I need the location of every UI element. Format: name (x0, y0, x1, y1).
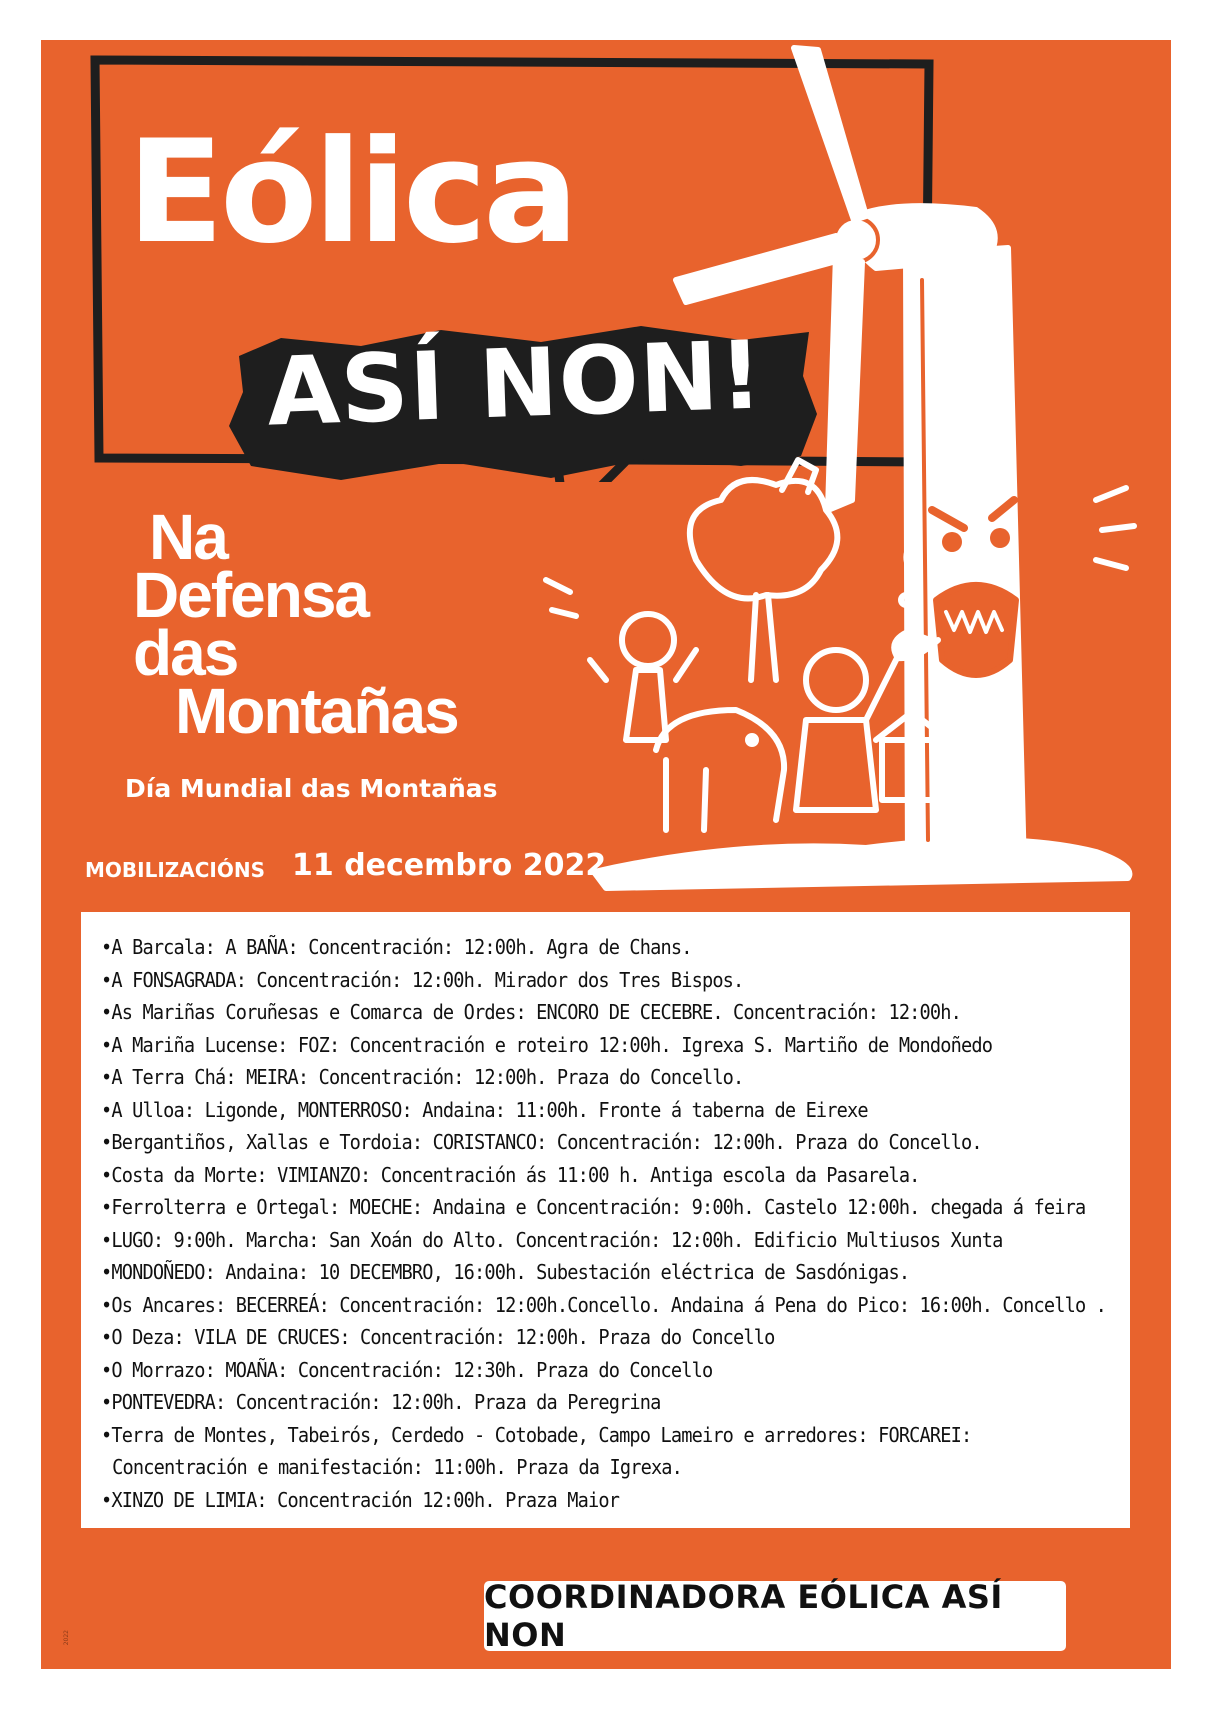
slogan-text: ASÍ NON! (265, 321, 766, 448)
organizer-footer: COORDINADORA EÓLICA ASÍ NON (484, 1581, 1066, 1651)
subtitle-block (133, 501, 458, 747)
list-item: •A Barcala: A BAÑA: Concentración: 12:00h. Agra de Chans. (101, 935, 692, 959)
subtitle-line: Na (149, 501, 227, 573)
event-date: 11 decembro 2022 (292, 848, 607, 883)
list-item-continuation: Concentración e manifestación: 11:00h. Praza da Igrexa. (112, 1455, 683, 1479)
mobilizations-label: MOBILIZACIÓNS (85, 858, 266, 882)
list-item: •Terra de Montes, Tabeirós, Cerdedo - Cotobade, Campo Lameiro e arredores: FORCAREI: Concentración e manifestación: 11:00h. Praza da Igrexa. (101, 1419, 1058, 1484)
side-note: 2022 (63, 1630, 70, 1646)
list-item: •PONTEVEDRA: Concentración: 12:00h. Praza da Peregrina (101, 1390, 661, 1414)
list-item: •XINZO DE LIMIA: Concentración 12:00h. Praza Maior (101, 1487, 620, 1512)
subtitle-line: das (133, 617, 238, 689)
events-list (81, 912, 1130, 1528)
list-item: •A FONSAGRADA: Concentración: 12:00h. Mirador dos Tres Bispos. (101, 967, 744, 992)
list-item: •A Ulloa: Ligonde, MONTERROSO: Andaina: 11:00h. Fronte á taberna de Eirexe (101, 1097, 868, 1122)
list-item: •O Deza: VILA DE CRUCES: Concentración: 12:00h. Praza do Concello (101, 1325, 775, 1349)
list-item: •Os Ancares: BECERREÁ: Concentración: 12:00h.Concello. Andaina á Pena do Pico: 16:00h. Concello . (101, 1292, 1107, 1317)
list-item: •As Mariñas Coruñesas e Comarca de Ordes: ENCORO DE CECEBRE. Concentración: 12:00h. (101, 1000, 962, 1024)
day-label: Día Mundial das Montañas (125, 774, 498, 803)
list-item: •Ferrolterra e Ortegal: MOECHE: Andaina e Concentración: 9:00h. Castelo 12:00h. chegada á feira (101, 1195, 1086, 1219)
wind-turbine-monster-illustration (536, 40, 1171, 900)
subtitle-line: Defensa (133, 559, 368, 631)
list-item: •Costa da Morte: VIMIANZO: Concentración ás 11:00 h. Antiga escola da Pasarela. (101, 1162, 920, 1187)
list-item: •A Mariña Lucense: FOZ: Concentración e roteiro 12:00h. Igrexa S. Martiño de Mondoñedo (101, 1032, 993, 1057)
poster (41, 40, 1171, 1669)
subtitle-line: Montañas (175, 675, 458, 747)
poster-title: Eólica (127, 110, 575, 275)
list-item: •MONDOÑEDO: Andaina: 10 DECEMBRO, 16:00h. Subestación eléctrica de Sasdónigas. (101, 1260, 910, 1284)
list-item: •LUGO: 9:00h. Marcha: San Xoán do Alto. Concentración: 12:00h. Edificio Multiusos Xunta (101, 1227, 1003, 1252)
list-item: •A Terra Chá: MEIRA: Concentración: 12:00h. Praza do Concello. (101, 1065, 744, 1089)
list-item: •Bergantiños, Xallas e Tordoia: CORISTANCO: Concentración: 12:00h. Praza do Concello. (101, 1130, 982, 1154)
list-item: •O Morrazo: MOAÑA: Concentración: 12:30h. Praza do Concello (101, 1357, 713, 1382)
